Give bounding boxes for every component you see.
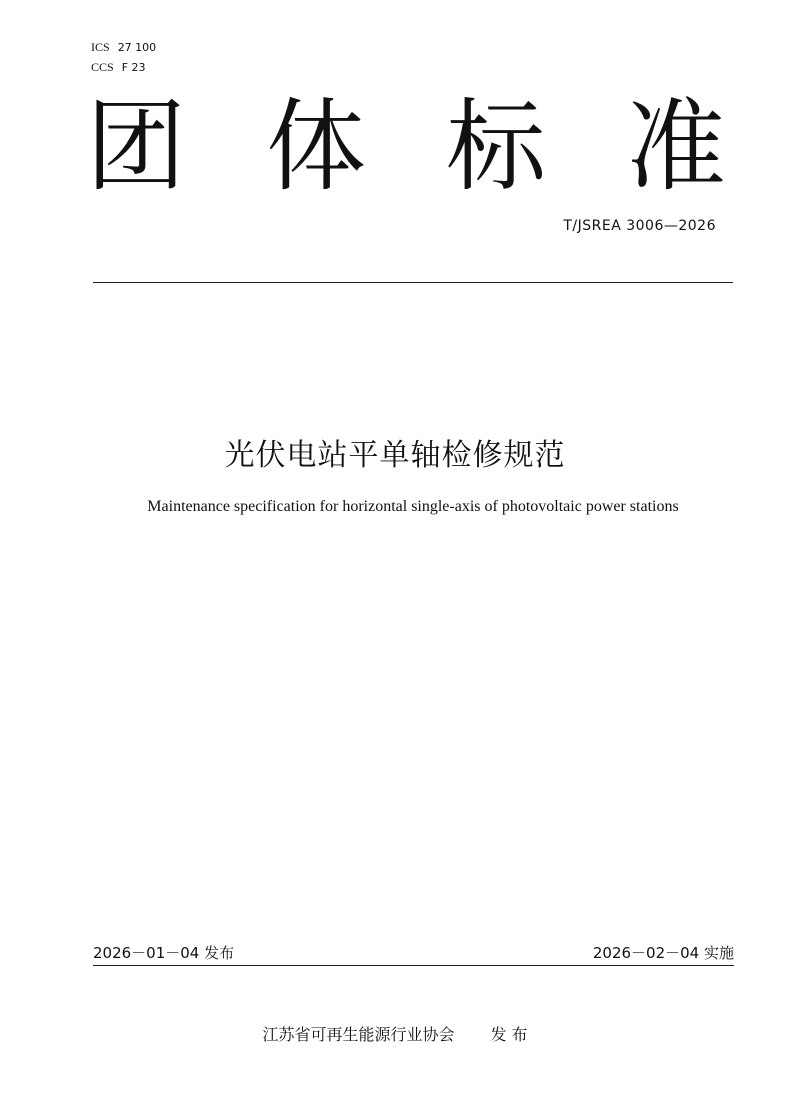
implementation-date: 2026－02－04 实施 (592, 944, 734, 962)
publisher-line (0, 1022, 790, 1045)
document-title-english: Maintenance specification for horizontal single-axis of photovoltaic power stations (147, 498, 679, 515)
heading-char-3: 标 (446, 88, 546, 205)
publisher-name: 江苏省可再生能源行业协会 (262, 1025, 455, 1044)
publisher-action: 发 布 (490, 1025, 528, 1044)
standard-type-heading (86, 88, 726, 205)
ccs-label: CCS (91, 60, 114, 74)
bottom-divider (93, 965, 734, 966)
ics-label: ICS (91, 40, 110, 54)
document-title-chinese: 光伏电站平单轴检修规范 (224, 438, 566, 473)
ccs-classification (91, 60, 146, 75)
standard-number: T/JSREA 3006—2026 (563, 218, 716, 234)
top-divider (93, 282, 733, 283)
ics-code: 27 100 (117, 41, 157, 54)
heading-char-1: 团 (86, 88, 186, 205)
ics-classification (91, 40, 156, 55)
ccs-code: F 23 (121, 61, 146, 74)
heading-char-2: 体 (266, 88, 366, 205)
heading-char-4: 准 (626, 88, 726, 205)
issue-date: 2026－01－04 发布 (93, 944, 235, 962)
